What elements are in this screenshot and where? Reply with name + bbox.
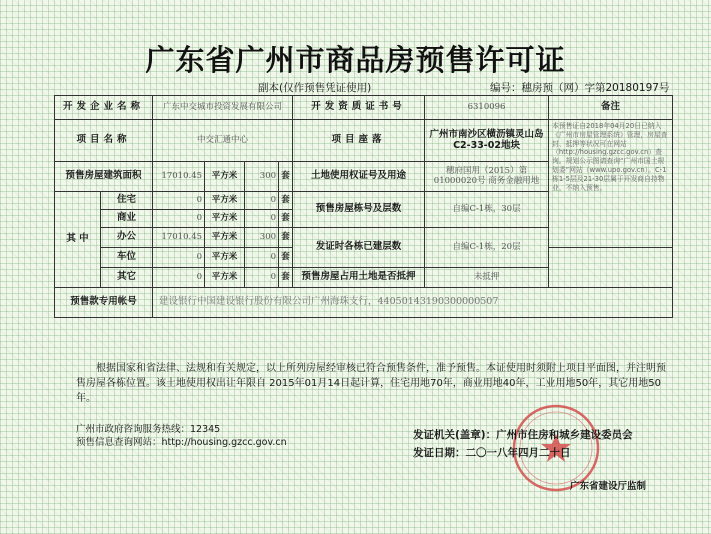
usage-area-value: 0 xyxy=(153,210,205,228)
issue-date: 发证日期：二〇一八年四月二十日 xyxy=(413,447,571,459)
usage-type-label: 住宅 xyxy=(101,192,153,210)
certificate-table xyxy=(54,95,673,318)
issuing-authority: 发证机关(盖章)：广州市住房和城乡建设委员会 xyxy=(413,429,633,441)
developer-label: 开发企业名称 xyxy=(55,96,153,120)
usage-count-value: 0 xyxy=(245,248,279,268)
land-cert-value: 穗府国用（2015）第01000020号 商务金融用地 xyxy=(425,162,549,192)
land-cert-label: 土地使用权证号及用途 xyxy=(293,162,425,192)
certificate-number: 编号：穗房预（网）字第20180197号 xyxy=(490,82,670,94)
usage-count-unit: 套 xyxy=(279,228,293,248)
usage-area-unit: 平方米 xyxy=(205,228,245,248)
approval-paragraph: 根据国家和省法律、法规和有关规定，以上所列房屋经审核已符合预售条件，准予预售。本证使用时须附上项目平面图，并注明预售房屋各栋位置。该土地使用权出让年限自 2015年01月14日起计算，住宅用地70年，商业用地40年，工业用地50年，其它用地50年。 xyxy=(76,363,666,404)
mortgage-label: 预售房屋占用土地是否抵押 xyxy=(293,268,425,288)
developer-value: 广东中交城市投资发展有限公司 xyxy=(153,96,293,120)
usage-area-unit: 平方米 xyxy=(205,248,245,268)
built-floors-value: 自编C-1栋，20层 xyxy=(425,228,549,268)
usage-count-unit: 套 xyxy=(279,210,293,228)
website-text: 预售信息查询网站：http://housing.gzcc.gov.cn xyxy=(76,437,287,448)
location-value: 广州市南沙区横沥镇灵山岛C2-33-02地块 xyxy=(425,120,549,162)
qualification-label: 开发资质证书号 xyxy=(293,96,425,120)
qualification-value: 6310096 xyxy=(425,96,549,120)
usage-count-unit: 套 xyxy=(279,192,293,210)
total-area-label: 预售房屋建筑面积 xyxy=(55,162,153,192)
usage-area-value: 17010.45 xyxy=(153,228,205,248)
usage-count-unit: 套 xyxy=(279,268,293,288)
total-units-unit: 套 xyxy=(279,162,293,192)
mortgage-value: 未抵押 xyxy=(425,268,549,288)
usage-type-label: 商业 xyxy=(101,210,153,228)
total-area-value: 17010.45 xyxy=(153,162,205,192)
account-value: 建设银行中国建设银行股份有限公司广州海珠支行，44050143190300000507 xyxy=(153,288,673,318)
usage-area-unit: 平方米 xyxy=(205,268,245,288)
presale-buildings-value: 自编C-1栋，30层 xyxy=(425,192,549,228)
certificate-subtitle: 副本(仅作预售凭证使用) xyxy=(258,82,372,94)
project-value: 中交汇通中心 xyxy=(153,120,293,162)
usage-count-value: 300 xyxy=(245,228,279,248)
usage-area-unit: 平方米 xyxy=(205,210,245,228)
usage-area-value: 0 xyxy=(153,248,205,268)
notes-text: 本预售证自2018年04月20日已纳入《广州市房屋管理系统》管理，房屋查封、抵押等状况可在网站（http://housing.gzcc.gov.cn）查询。规划公示图请查询“广州市国土规划委”网站（www.upo.gov.cn）。C-1栋1-5层及21-30层属于开发商自持物业，不纳入预售。 xyxy=(549,120,673,248)
usage-count-value: 0 xyxy=(245,192,279,210)
presale-buildings-label: 预售房屋栋号及层数 xyxy=(293,192,425,228)
hotline-text: 广州市政府咨询服务热线：12345 xyxy=(76,424,221,435)
notes-label: 备注 xyxy=(549,96,673,120)
location-label: 项目座落 xyxy=(293,120,425,162)
usage-area-value: 0 xyxy=(153,192,205,210)
total-area-unit: 平方米 xyxy=(205,162,245,192)
usage-type-label: 车位 xyxy=(101,248,153,268)
total-units-value: 300 xyxy=(245,162,279,192)
usage-count-value: 0 xyxy=(245,268,279,288)
supervisor-text: 广东省建设厅监制 xyxy=(570,481,647,492)
built-floors-label: 发证时各栋已建层数 xyxy=(293,228,425,268)
project-label: 项目名称 xyxy=(55,120,153,162)
usage-type-label: 办公 xyxy=(101,228,153,248)
of-which-label: 其 中 xyxy=(55,192,101,288)
usage-type-label: 其它 xyxy=(101,268,153,288)
usage-area-unit: 平方米 xyxy=(205,192,245,210)
usage-area-value: 0 xyxy=(153,268,205,288)
certificate-title: 广东省广州市商品房预售许可证 xyxy=(145,43,566,77)
account-label: 预售款专用帐号 xyxy=(55,288,153,318)
usage-count-unit: 套 xyxy=(279,248,293,268)
usage-count-value: 0 xyxy=(245,210,279,228)
